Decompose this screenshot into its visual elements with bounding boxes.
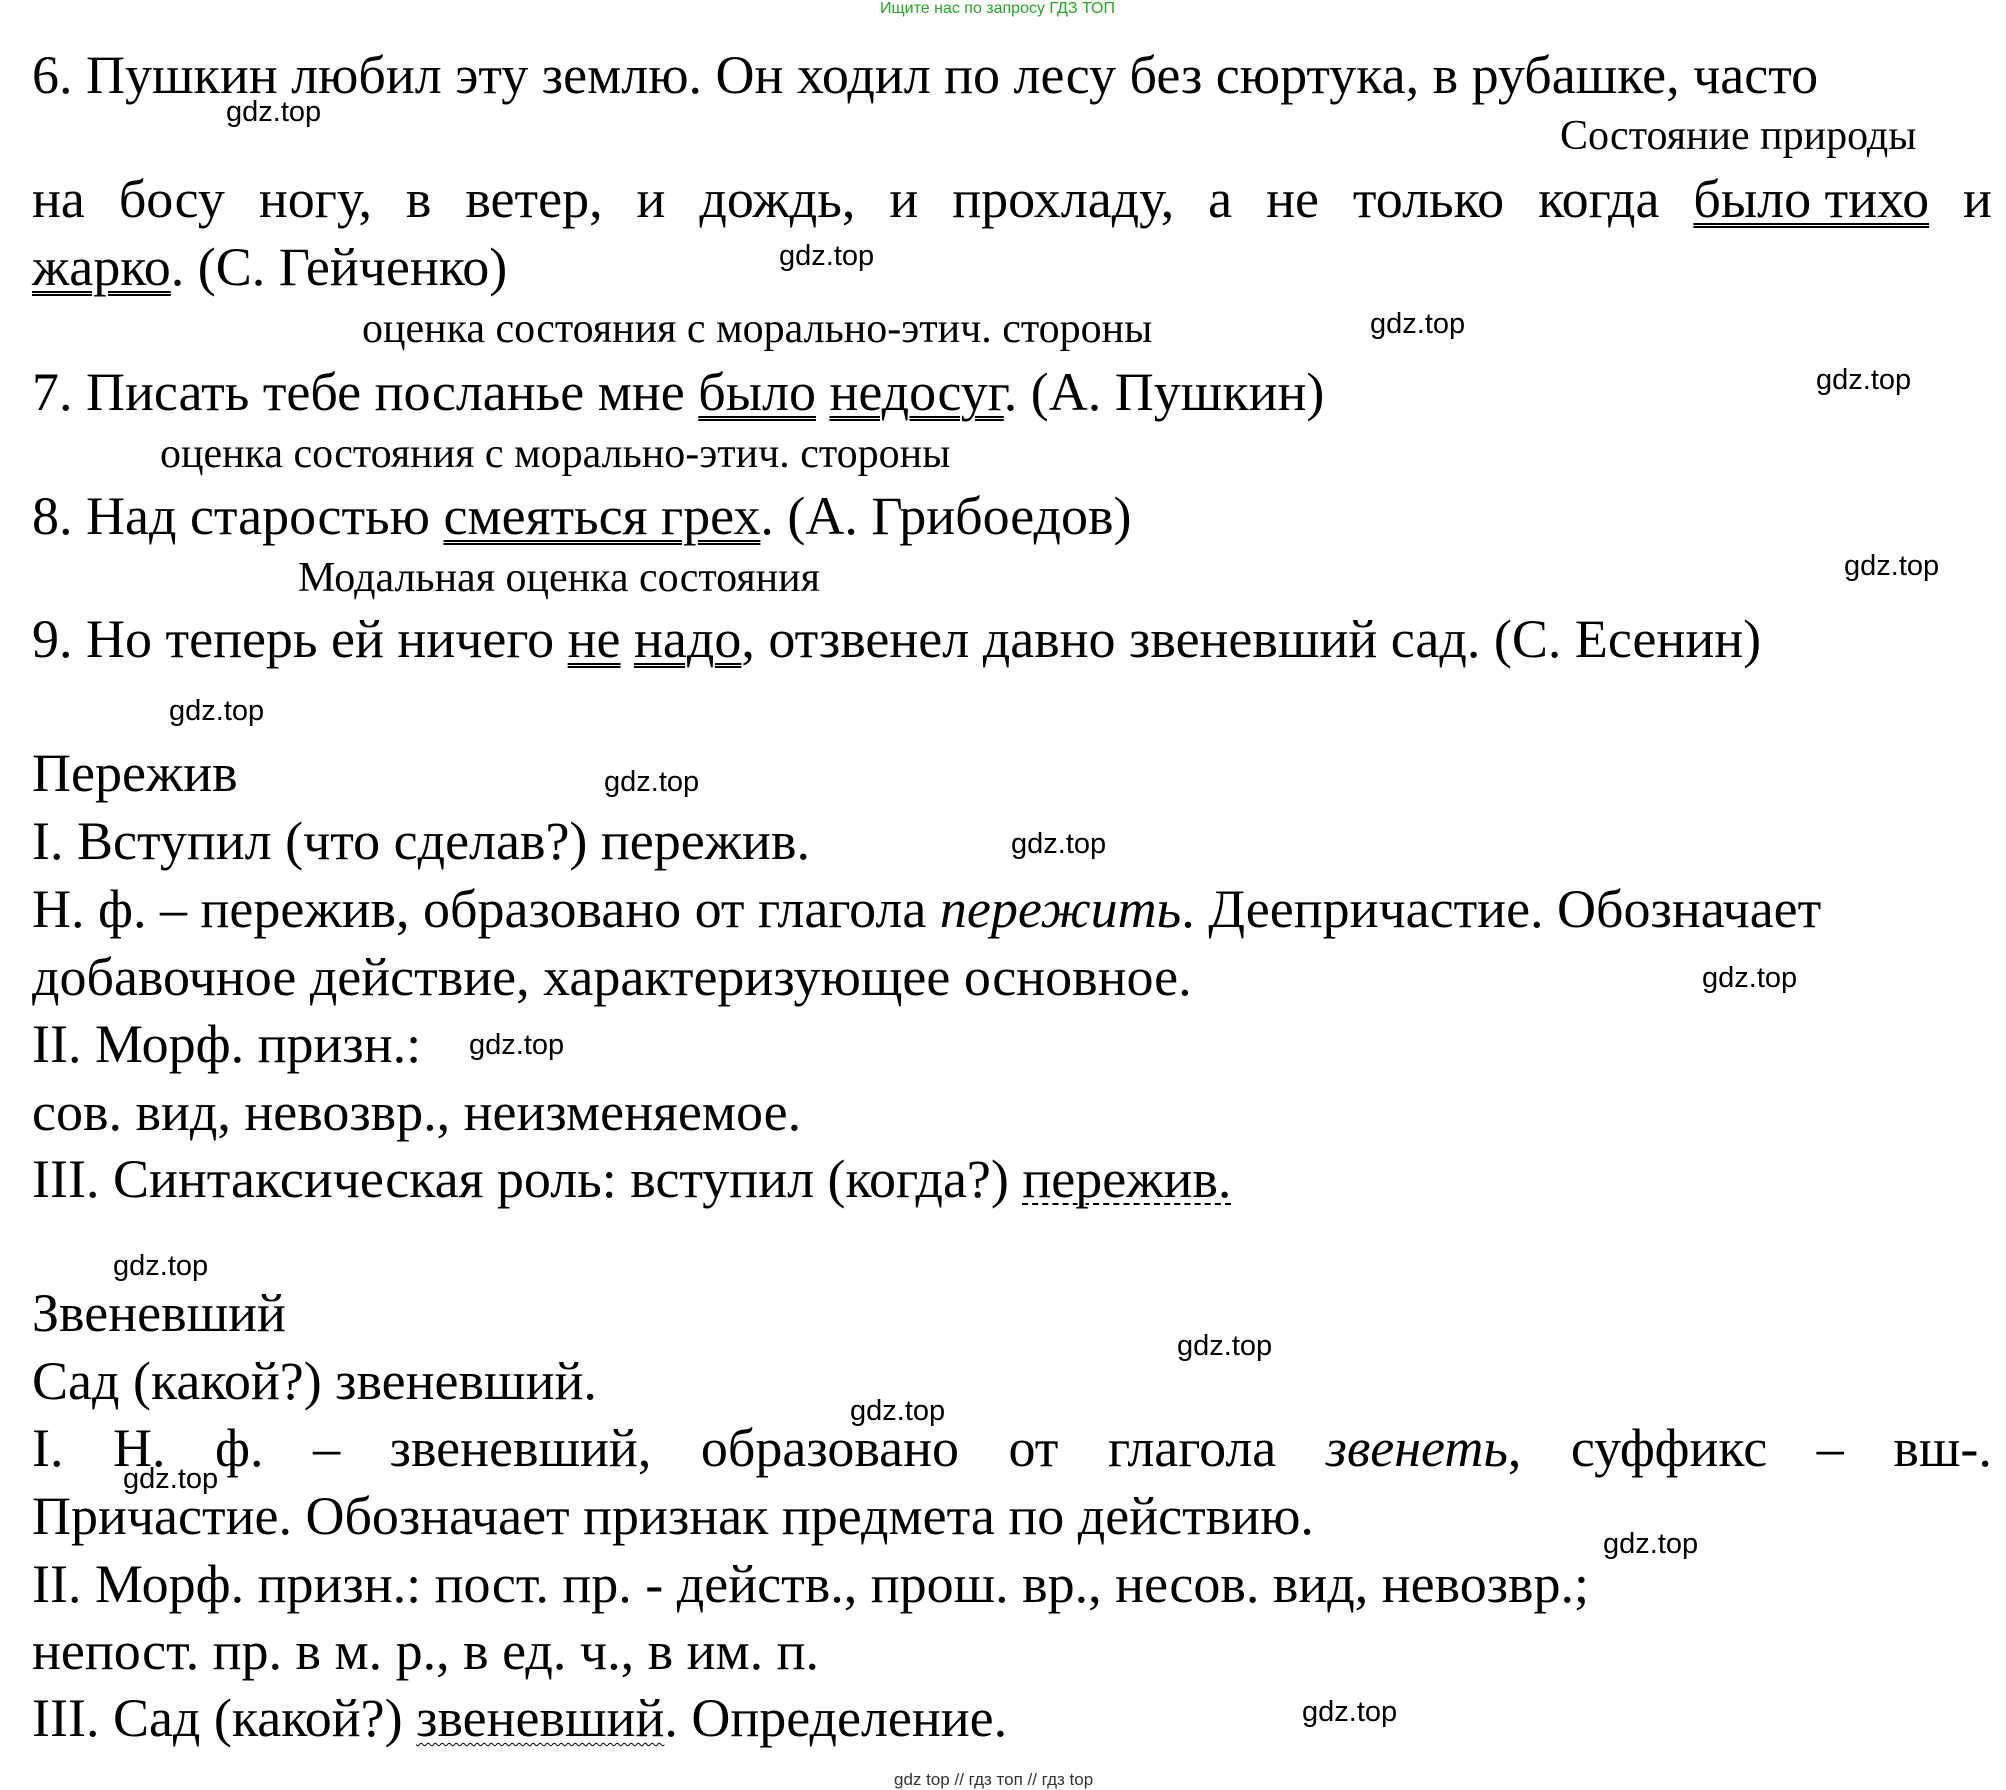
watermark: gdz.top: [1702, 962, 1798, 994]
s6-note-nature-state: Состояние природы: [1560, 113, 1917, 159]
perezhiv-title: Пережив: [32, 743, 238, 803]
s7-pre: 7. Писать тебе посланье мне: [32, 362, 699, 422]
s6-note-moral: оценка состояния с морально-этич. стороны: [362, 306, 1153, 352]
s7-note-moral: оценка состояния с морально-этич. стороны: [160, 431, 951, 477]
word: и: [636, 169, 666, 229]
verb-italic-group: звенеть,: [1325, 1418, 1522, 1478]
word: и: [889, 169, 919, 229]
word: I.: [32, 1418, 64, 1478]
perezhiv-line6-pre: III. Синтаксическая роль: вступил (когда?): [32, 1149, 1023, 1209]
word: глагола: [1107, 1418, 1277, 1478]
watermark: gdz.top: [850, 1395, 946, 1427]
predicate-underlined: было: [698, 362, 816, 422]
perezhiv-line6: [32, 1149, 1232, 1209]
footer-text: gdz top // гдз топ // гдз top: [894, 1770, 1094, 1789]
word: дождь,: [699, 169, 856, 229]
s8-line: [32, 486, 1132, 546]
watermark: gdz.top: [1302, 1696, 1398, 1728]
predicate-underlined: жарко: [32, 237, 171, 297]
s8-post: . (А. Грибоедов): [760, 486, 1132, 546]
s7-post: . (А. Пушкин): [1003, 362, 1325, 422]
perezhiv-line3: добавочное действие, характеризующее основное.: [32, 947, 1192, 1007]
word: в: [405, 169, 432, 229]
word: и: [1963, 169, 1992, 229]
zvenevshiy-line5: непост. пр. в м. р., в ед. ч., в им. п.: [32, 1621, 820, 1681]
s7-line: [32, 362, 1325, 422]
zvenevshiy-line6-pre: III. Сад (какой?): [32, 1688, 417, 1748]
perezhiv-line2: [32, 879, 1822, 939]
perezhiv-line2-post: . Деепричастие. Обозначает: [1181, 879, 1822, 939]
word: ветер,: [465, 169, 603, 229]
word: Н.: [113, 1418, 166, 1478]
perezhiv-line4: II. Морф. призн.:: [32, 1014, 422, 1074]
word: ф.: [215, 1418, 264, 1478]
watermark: gdz.top: [604, 766, 700, 798]
zvenevshiy-line3: Причастие. Обозначает признак предмета по действию.: [32, 1486, 1314, 1546]
predicate-underlined: было тихо: [1693, 169, 1930, 229]
zvenevshiy-line6: [32, 1688, 1008, 1748]
s9-pre: 9. Но теперь ей ничего: [32, 609, 568, 669]
s6-line1: 6. Пушкин любил эту землю. Он ходил по лесу без сюртука, в рубашке, часто: [32, 45, 1819, 105]
predicate-underlined: смеяться грех: [443, 486, 761, 546]
word: а: [1208, 169, 1233, 229]
predicate-underlined: недосуг: [829, 362, 1004, 422]
watermark: gdz.top: [1011, 828, 1107, 860]
top-banner: Ищите нас по запросу ГДЗ ТОП: [880, 0, 1115, 17]
zvenevshiy-line4: II. Морф. призн.: пост. пр. - действ., прош. вр., несов. вид, невозвр.;: [32, 1554, 1590, 1614]
watermark: gdz.top: [226, 96, 322, 128]
word: не: [1266, 169, 1319, 229]
watermark: gdz.top: [1816, 364, 1912, 396]
predicate-underlined: не: [567, 609, 621, 669]
perezhiv-line5: сов. вид, невозвр., неизменяемое.: [32, 1082, 802, 1142]
zvenevshiy-line2: [32, 1418, 1992, 1478]
word: звеневший,: [389, 1418, 652, 1478]
s6-line3-rest: . (С. Гейченко): [170, 237, 508, 297]
word: когда: [1538, 169, 1660, 229]
zvenevshiy-title: Звеневший: [32, 1283, 286, 1343]
word: ногу,: [258, 169, 372, 229]
word: –: [1816, 1418, 1844, 1478]
adverbial-underlined: пережив.: [1022, 1149, 1232, 1209]
watermark: gdz.top: [1603, 1528, 1699, 1560]
watermark: gdz.top: [113, 1250, 209, 1282]
verb-italic: звенеть: [1325, 1418, 1508, 1478]
s9-line: [32, 609, 1762, 669]
verb-italic: пережить: [939, 879, 1182, 939]
word: прохладу,: [952, 169, 1175, 229]
word: от: [1008, 1418, 1059, 1478]
predicate-underlined: надо: [634, 609, 742, 669]
watermark: gdz.top: [1370, 308, 1466, 340]
word: суффикс: [1570, 1418, 1768, 1478]
word: вш-.: [1893, 1418, 1992, 1478]
perezhiv-line1: I. Вступил (что сделав?) пережив.: [32, 811, 810, 871]
watermark: gdz.top: [779, 240, 875, 272]
perezhiv-line2-pre: Н. ф. – пережив, образовано от глагола: [32, 879, 940, 939]
s8-pre: 8. Над старостью: [32, 486, 444, 546]
word: образовано: [700, 1418, 959, 1478]
watermark: gdz.top: [469, 1029, 565, 1061]
word: босу: [118, 169, 225, 229]
watermark: gdz.top: [1177, 1330, 1273, 1362]
zvenevshiy-line1: Сад (какой?) звеневший.: [32, 1351, 597, 1411]
zvenevshiy-line6-post: . Определение.: [664, 1688, 1008, 1748]
watermark: gdz.top: [169, 695, 265, 727]
s9-post: , отзвенел давно звеневший сад. (С. Есенин): [741, 609, 1762, 669]
word: –: [313, 1418, 341, 1478]
watermark: gdz.top: [123, 1463, 219, 1495]
s6-line3: [32, 237, 508, 297]
watermark: gdz.top: [1844, 550, 1940, 582]
attribute-underlined: звеневший: [416, 1688, 665, 1748]
word: только: [1352, 169, 1505, 229]
word: на: [32, 169, 85, 229]
s8-note-modal: Модальная оценка состояния: [298, 555, 820, 601]
s6-line2: [32, 169, 1992, 229]
